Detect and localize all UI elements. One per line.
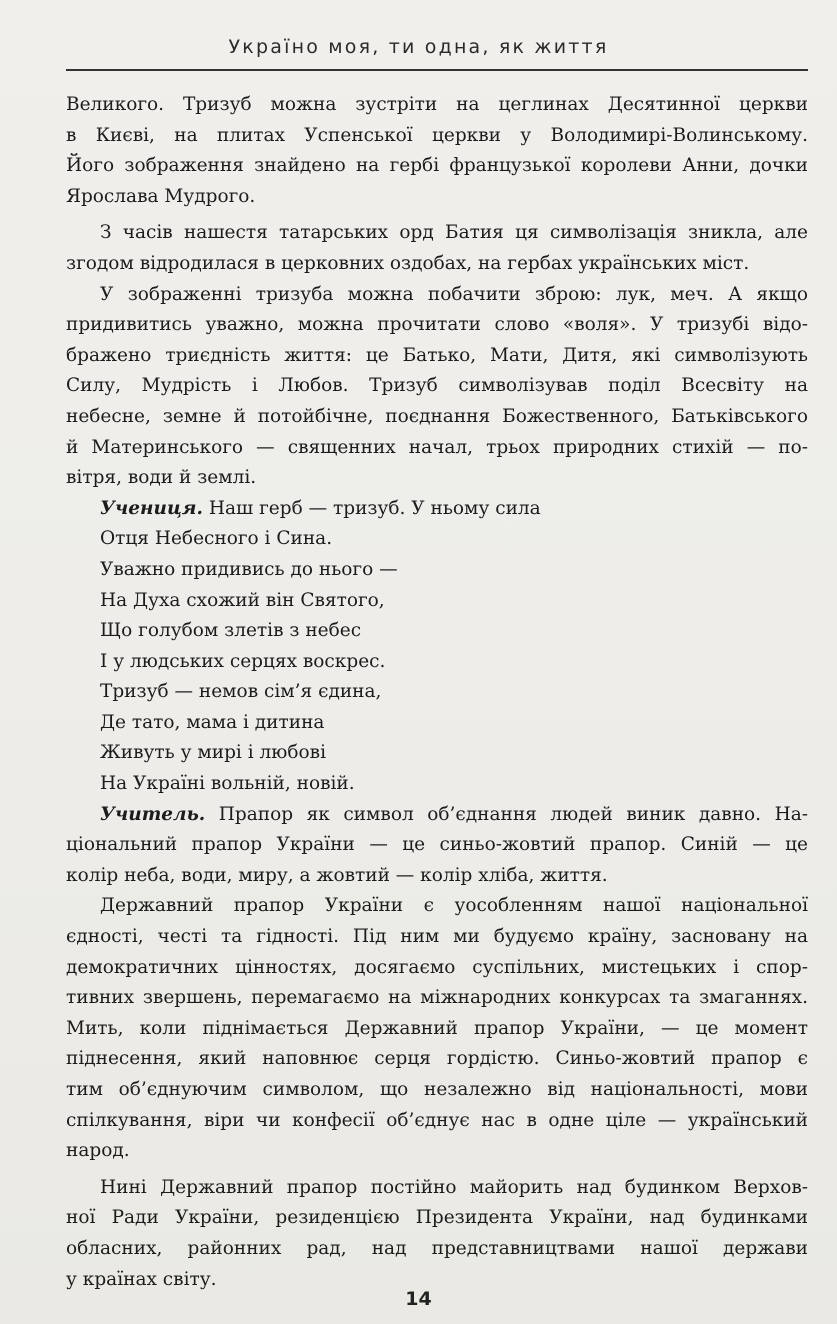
- paragraph-continuation: [66, 90, 808, 212]
- text-line: Його зображення знайдено на гербі французької королеви Анни, дочки: [66, 155, 808, 177]
- page-number: 14: [405, 1288, 432, 1310]
- text-line: небесне, земне й потойбічне, поєднання Божественного, Батьківського: [66, 405, 808, 427]
- poem-line: [66, 494, 808, 525]
- paragraph: [66, 891, 808, 1166]
- text-line: у країнах світу.: [66, 1268, 217, 1290]
- poem-line: Отця Небесного і Сина.: [100, 528, 333, 550]
- text-line: й Материнського — священних начал, трьох природних стихій — по-: [66, 436, 808, 458]
- poem-line: На Духа схожий він Святого,: [100, 589, 385, 611]
- text-line: демократичних цінностях, досягаємо суспільних, мистецьких і спор-: [66, 956, 808, 978]
- text-line: У зображенні тризуба можна побачити зброю: лук, меч. А якщо: [100, 283, 808, 305]
- text-line: тивних звершень, перемагаємо на міжнародних конкурсах та змаганнях.: [66, 987, 808, 1009]
- paragraph: [66, 280, 808, 494]
- text-line: Мить, коли піднімається Державний прапор України, — це момент: [66, 1017, 808, 1039]
- text-line: обласних, районних рад, над представництвами нашої держави: [66, 1237, 808, 1259]
- poem-line: Що голубом злетів з небес: [100, 620, 362, 642]
- text-line: Ярослава Мудрого.: [66, 185, 256, 207]
- speaker-label: Учениця.: [100, 497, 203, 519]
- text-line: спілкування, віри чи конфесії об’єднує нас в одне ціле — український: [66, 1109, 808, 1131]
- text-line: ної Ради України, резиденцією Президента України, над будинками: [66, 1207, 808, 1229]
- text-line: Силу, Мудрість і Любов. Тризуб символізував поділ Всесвіту на: [66, 375, 808, 397]
- text-line: бражено триєдність життя: це Батько, Мати, Дитя, які символізують: [66, 344, 808, 366]
- poem-line: Живуть у мирі і любові: [100, 742, 326, 764]
- text-line: в Києві, на плитах Успенської церкви у Володимирі-Волинському.: [66, 124, 808, 146]
- poem-line: На Україні вольній, новій.: [100, 773, 355, 795]
- header-rule: [66, 69, 808, 71]
- text-line: ціональний прапор України — це синьо-жовтий прапор. Синій — це: [66, 834, 808, 856]
- paragraph: [66, 1173, 808, 1295]
- text-line: Великого. Тризуб можна зустріти на цеглинах Десятинної церкви: [66, 94, 808, 115]
- text-line: вітря, води й землі.: [66, 467, 257, 489]
- text-line: З часів нашестя татарських орд Батия ця символізація зникла, але: [100, 222, 808, 244]
- poem-line: Де тато, мама і дитина: [100, 711, 325, 733]
- running-header: Україно моя, ти одна, як життя: [228, 36, 609, 58]
- text-line: піднесення, який наповнює серця гордістю. Синьо-жовтий прапор є: [66, 1048, 808, 1070]
- text-line: єдності, честі та гідності. Під ним ми будуємо країну, засновану на: [66, 926, 808, 948]
- poem-line: Тризуб — немов сім’я єдина,: [100, 681, 382, 703]
- teacher-paragraph: [66, 800, 808, 892]
- poem-line: Уважно придивись до нього —: [100, 558, 398, 580]
- poem-first-line: Наш герб — тризуб. У ньому сила: [202, 497, 541, 519]
- page-body: [66, 90, 808, 1295]
- speaker-label: Учитель.: [100, 803, 206, 825]
- text-line: колір неба, води, миру, а жовтий — колір хліба, життя.: [66, 864, 608, 886]
- text-line: народ.: [66, 1140, 130, 1162]
- text-line: Державний прапор України є уособленням нашої національної: [100, 895, 808, 917]
- paragraph: [66, 218, 808, 279]
- text-line: придивитись уважно, можна прочитати слово «воля». У тризубі відо-: [66, 314, 808, 336]
- text-line: Нині Державний прапор постійно майорить над будинком Верхов-: [100, 1176, 808, 1198]
- teacher-first-line: Прапор як символ об’єднання людей виник давно. На-: [205, 803, 808, 825]
- text-line: згодом відродилася в церковних оздобах, на гербах українських міст.: [66, 252, 750, 274]
- text-line: тим об’єднуючим символом, що незалежно від національності, мови: [66, 1079, 808, 1100]
- poem-line: І у людських серцях воскрес.: [100, 650, 386, 672]
- text-line: [66, 800, 808, 831]
- poem-block: [66, 494, 808, 800]
